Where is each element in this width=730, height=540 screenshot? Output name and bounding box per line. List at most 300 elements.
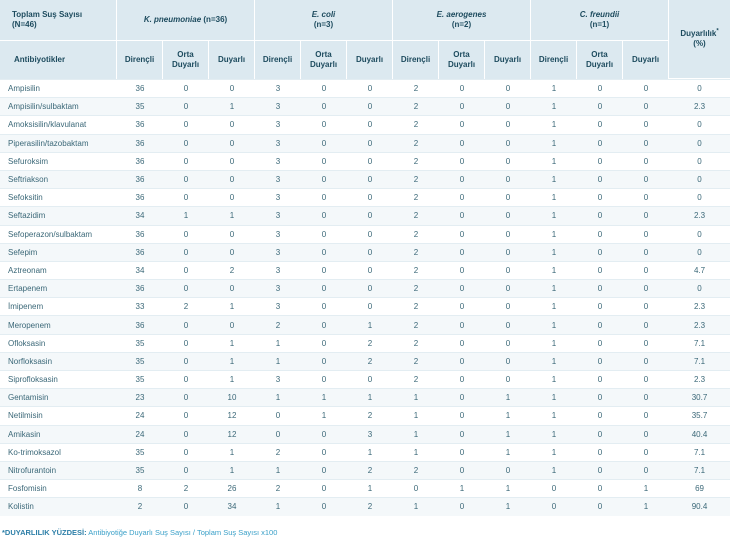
count-cell: 1 [531, 388, 577, 406]
count-cell: 1 [209, 352, 255, 370]
count-cell: 0 [577, 115, 623, 133]
total-strains-count: (N=46) [12, 20, 37, 29]
count-cell: 0 [577, 352, 623, 370]
count-cell: 0 [623, 188, 669, 206]
antibiotic-name: Amikasin [0, 425, 117, 443]
footnote [2, 528, 277, 537]
count-cell: 0 [623, 97, 669, 115]
subheader-intermediate-line2: Duyarlı [171, 60, 200, 69]
antibiotic-name: Siprofloksasin [0, 370, 117, 388]
count-cell: 1 [439, 479, 485, 497]
count-cell: 0 [209, 225, 255, 243]
count-cell: 24 [117, 406, 163, 424]
count-cell: 3 [255, 152, 301, 170]
count-cell: 0 [439, 79, 485, 97]
count-cell: 0 [577, 443, 623, 461]
count-cell: 1 [531, 443, 577, 461]
table-body [0, 79, 730, 516]
count-cell: 1 [531, 406, 577, 424]
count-cell: 0 [485, 115, 531, 133]
count-cell: 24 [117, 425, 163, 443]
count-cell: 1 [531, 315, 577, 333]
count-cell: 0 [623, 315, 669, 333]
species-header-eaerogenes [393, 0, 531, 41]
antibiotics-header: Antibiyotikler [0, 41, 117, 79]
count-cell: 1 [531, 170, 577, 188]
count-cell: 2 [393, 134, 439, 152]
count-cell: 0 [301, 97, 347, 115]
count-cell: 0 [623, 461, 669, 479]
count-cell: 36 [117, 79, 163, 97]
subheader-susceptible: Duyarlı [623, 41, 669, 79]
count-cell: 2 [393, 334, 439, 352]
sensitivity-label: Duyarlılık [680, 29, 717, 38]
count-cell: 0 [347, 370, 393, 388]
count-cell: 0 [301, 225, 347, 243]
count-cell: 12 [209, 406, 255, 424]
count-cell: 0 [531, 497, 577, 515]
count-cell: 0 [301, 243, 347, 261]
sensitivity-value: 0 [669, 243, 730, 261]
count-cell: 0 [163, 170, 209, 188]
count-cell: 0 [577, 388, 623, 406]
count-cell: 0 [163, 134, 209, 152]
species-header-ecoli [255, 0, 393, 41]
count-cell: 0 [577, 297, 623, 315]
count-cell: 0 [485, 279, 531, 297]
count-cell: 1 [209, 334, 255, 352]
count-cell: 0 [347, 152, 393, 170]
subheader-susceptible: Duyarlı [485, 41, 531, 79]
count-cell: 23 [117, 388, 163, 406]
count-cell: 0 [301, 261, 347, 279]
count-cell: 0 [439, 134, 485, 152]
count-cell: 0 [623, 206, 669, 224]
count-cell: 3 [255, 97, 301, 115]
count-cell: 0 [485, 261, 531, 279]
sensitivity-value: 35.7 [669, 406, 730, 424]
count-cell: 0 [577, 170, 623, 188]
sensitivity-value: 0 [669, 279, 730, 297]
count-cell: 2 [163, 479, 209, 497]
count-cell: 3 [255, 134, 301, 152]
count-cell: 0 [301, 443, 347, 461]
count-cell: 1 [531, 134, 577, 152]
count-cell: 0 [577, 479, 623, 497]
sensitivity-value: 2.3 [669, 297, 730, 315]
count-cell: 2 [255, 443, 301, 461]
count-cell: 0 [347, 206, 393, 224]
sensitivity-value: 7.1 [669, 443, 730, 461]
count-cell: 1 [531, 225, 577, 243]
count-cell: 2 [347, 497, 393, 515]
subheader-resistant: Dirençli [531, 41, 577, 79]
sensitivity-value: 0 [669, 79, 730, 97]
count-cell: 0 [439, 497, 485, 515]
species-count: (n=1) [589, 20, 610, 29]
count-cell: 0 [439, 297, 485, 315]
table-row [0, 479, 730, 497]
count-cell: 0 [301, 206, 347, 224]
table-row [0, 243, 730, 261]
count-cell: 1 [347, 388, 393, 406]
count-cell: 2 [393, 243, 439, 261]
count-cell: 1 [531, 461, 577, 479]
count-cell: 2 [393, 152, 439, 170]
count-cell: 0 [163, 79, 209, 97]
antibiotic-name: Nitrofurantoin [0, 461, 117, 479]
count-cell: 0 [347, 297, 393, 315]
count-cell: 0 [347, 170, 393, 188]
count-cell: 33 [117, 297, 163, 315]
count-cell: 0 [623, 443, 669, 461]
count-cell: 1 [531, 352, 577, 370]
count-cell: 0 [577, 206, 623, 224]
count-cell: 1 [531, 152, 577, 170]
subheader-resistant: Dirençli [117, 41, 163, 79]
count-cell: 1 [393, 388, 439, 406]
count-cell: 0 [485, 297, 531, 315]
count-cell: 34 [117, 206, 163, 224]
count-cell: 0 [163, 425, 209, 443]
count-cell: 0 [301, 152, 347, 170]
subheader-intermediate-line1: Orta [453, 50, 470, 59]
count-cell: 0 [439, 115, 485, 133]
count-cell: 0 [439, 152, 485, 170]
count-cell: 0 [577, 406, 623, 424]
count-cell: 0 [485, 134, 531, 152]
count-cell: 0 [255, 406, 301, 424]
count-cell: 3 [255, 370, 301, 388]
count-cell: 36 [117, 152, 163, 170]
count-cell: 0 [163, 497, 209, 515]
table-row [0, 225, 730, 243]
count-cell: 2 [347, 461, 393, 479]
count-cell: 34 [209, 497, 255, 515]
table-row [0, 206, 730, 224]
count-cell: 0 [439, 425, 485, 443]
count-cell: 2 [393, 225, 439, 243]
count-cell: 36 [117, 170, 163, 188]
antibiotic-name: Sefoksitin [0, 188, 117, 206]
count-cell: 0 [163, 188, 209, 206]
count-cell: 0 [623, 388, 669, 406]
count-cell: 0 [623, 297, 669, 315]
antibiotic-name: Fosfomisin [0, 479, 117, 497]
count-cell: 0 [301, 188, 347, 206]
count-cell: 1 [255, 388, 301, 406]
count-cell: 0 [623, 370, 669, 388]
count-cell: 0 [301, 279, 347, 297]
count-cell: 36 [117, 279, 163, 297]
count-cell: 0 [439, 279, 485, 297]
table-row [0, 279, 730, 297]
count-cell: 2 [393, 261, 439, 279]
count-cell: 0 [439, 261, 485, 279]
count-cell: 35 [117, 443, 163, 461]
count-cell: 0 [301, 479, 347, 497]
count-cell: 1 [209, 461, 255, 479]
antibiotic-name: Kolistin [0, 497, 117, 515]
count-cell: 26 [209, 479, 255, 497]
count-cell: 2 [393, 115, 439, 133]
count-cell: 0 [623, 170, 669, 188]
table-row [0, 115, 730, 133]
count-cell: 1 [485, 497, 531, 515]
table-row [0, 497, 730, 515]
subheader-intermediate-line1: Orta [177, 50, 194, 59]
subheader-intermediate-line2: Duyarlı [585, 60, 614, 69]
count-cell: 0 [623, 225, 669, 243]
count-cell: 2 [117, 497, 163, 515]
footnote-text: Antibiyotiğe Duyarlı Suş Sayısı / Toplam Suş Sayısı x100 [88, 528, 278, 537]
subheader-intermediate [577, 41, 623, 79]
count-cell: 1 [531, 243, 577, 261]
count-cell: 3 [255, 261, 301, 279]
count-cell: 3 [255, 79, 301, 97]
antibiotic-name: Ampisilin/sulbaktam [0, 97, 117, 115]
count-cell: 3 [255, 297, 301, 315]
table-row [0, 461, 730, 479]
count-cell: 1 [209, 206, 255, 224]
sensitivity-value: 2.3 [669, 370, 730, 388]
antibiotic-name: Piperasilin/tazobaktam [0, 134, 117, 152]
count-cell: 0 [347, 243, 393, 261]
count-cell: 0 [623, 243, 669, 261]
count-cell: 0 [577, 152, 623, 170]
count-cell: 0 [577, 370, 623, 388]
count-cell: 1 [531, 97, 577, 115]
count-cell: 0 [439, 188, 485, 206]
count-cell: 0 [301, 134, 347, 152]
count-cell: 0 [347, 97, 393, 115]
sensitivity-value: 40.4 [669, 425, 730, 443]
count-cell: 1 [209, 97, 255, 115]
sensitivity-header [669, 0, 730, 79]
count-cell: 1 [485, 425, 531, 443]
count-cell: 1 [347, 479, 393, 497]
count-cell: 0 [531, 479, 577, 497]
subheader-intermediate [301, 41, 347, 79]
count-cell: 2 [347, 352, 393, 370]
count-cell: 0 [209, 79, 255, 97]
count-cell: 0 [485, 334, 531, 352]
count-cell: 0 [163, 334, 209, 352]
sensitivity-value: 4.7 [669, 261, 730, 279]
count-cell: 0 [577, 315, 623, 333]
count-cell: 1 [531, 115, 577, 133]
count-cell: 3 [255, 170, 301, 188]
count-cell: 1 [531, 261, 577, 279]
species-name: C. freundii [579, 10, 620, 19]
count-cell: 2 [209, 261, 255, 279]
species-count: (n=36) [203, 15, 228, 24]
count-cell: 1 [531, 370, 577, 388]
count-cell: 36 [117, 243, 163, 261]
table-row [0, 315, 730, 333]
sensitivity-value: 7.1 [669, 334, 730, 352]
count-cell: 0 [163, 461, 209, 479]
count-cell: 0 [577, 261, 623, 279]
count-cell: 1 [623, 479, 669, 497]
count-cell: 35 [117, 370, 163, 388]
count-cell: 3 [255, 279, 301, 297]
count-cell: 1 [347, 443, 393, 461]
count-cell: 2 [255, 315, 301, 333]
count-cell: 0 [485, 97, 531, 115]
count-cell: 35 [117, 461, 163, 479]
table-row [0, 97, 730, 115]
count-cell: 1 [393, 425, 439, 443]
count-cell: 1 [485, 406, 531, 424]
count-cell: 0 [209, 279, 255, 297]
count-cell: 0 [577, 243, 623, 261]
count-cell: 2 [393, 370, 439, 388]
count-cell: 0 [577, 279, 623, 297]
species-name: K. pneumoniae [143, 15, 202, 24]
table-row [0, 297, 730, 315]
count-cell: 2 [393, 315, 439, 333]
count-cell: 1 [485, 388, 531, 406]
table-row [0, 261, 730, 279]
count-cell: 0 [577, 188, 623, 206]
count-cell: 0 [485, 170, 531, 188]
subheader-intermediate [163, 41, 209, 79]
subheader-susceptible: Duyarlı [209, 41, 255, 79]
count-cell: 0 [301, 334, 347, 352]
count-cell: 1 [393, 406, 439, 424]
count-cell: 3 [255, 115, 301, 133]
count-cell: 0 [209, 152, 255, 170]
count-cell: 0 [209, 134, 255, 152]
table-row [0, 79, 730, 97]
count-cell: 0 [439, 406, 485, 424]
count-cell: 0 [347, 261, 393, 279]
count-cell: 0 [577, 134, 623, 152]
count-cell: 2 [393, 279, 439, 297]
count-cell: 0 [439, 243, 485, 261]
count-cell: 0 [163, 279, 209, 297]
table-row [0, 388, 730, 406]
antibiotic-name: Netilmisin [0, 406, 117, 424]
count-cell: 1 [485, 443, 531, 461]
count-cell: 0 [485, 79, 531, 97]
count-cell: 0 [577, 425, 623, 443]
count-cell: 0 [163, 388, 209, 406]
count-cell: 3 [255, 206, 301, 224]
count-cell: 0 [439, 388, 485, 406]
count-cell: 1 [531, 188, 577, 206]
count-cell: 0 [577, 497, 623, 515]
count-cell: 0 [301, 370, 347, 388]
count-cell: 2 [393, 461, 439, 479]
count-cell: 0 [163, 261, 209, 279]
antibiotic-name: Sefoperazon/sulbaktam [0, 225, 117, 243]
antibiotic-name: Gentamisin [0, 388, 117, 406]
count-cell: 0 [209, 243, 255, 261]
count-cell: 36 [117, 225, 163, 243]
count-cell: 1 [301, 406, 347, 424]
subheader-susceptible: Duyarlı [347, 41, 393, 79]
count-cell: 1 [209, 370, 255, 388]
count-cell: 0 [301, 79, 347, 97]
count-cell: 0 [439, 352, 485, 370]
antibiotic-name: Meropenem [0, 315, 117, 333]
count-cell: 0 [255, 425, 301, 443]
sensitivity-unit: (%) [693, 39, 706, 48]
count-cell: 2 [347, 334, 393, 352]
subheader-intermediate-line1: Orta [315, 50, 332, 59]
antibiotic-name: Sefuroksim [0, 152, 117, 170]
count-cell: 0 [439, 370, 485, 388]
count-cell: 0 [163, 443, 209, 461]
subheader-resistant: Dirençli [255, 41, 301, 79]
count-cell: 0 [485, 152, 531, 170]
count-cell: 0 [439, 443, 485, 461]
count-cell: 0 [485, 243, 531, 261]
count-cell: 0 [577, 97, 623, 115]
count-cell: 0 [623, 352, 669, 370]
count-cell: 0 [163, 315, 209, 333]
count-cell: 0 [163, 352, 209, 370]
total-strains-label: Toplam Suş Sayısı [12, 10, 83, 19]
count-cell: 1 [255, 461, 301, 479]
count-cell: 0 [163, 243, 209, 261]
count-cell: 36 [117, 315, 163, 333]
count-cell: 0 [623, 425, 669, 443]
total-strains-header [0, 0, 117, 41]
sensitivity-value: 0 [669, 170, 730, 188]
table-row [0, 188, 730, 206]
antibiotic-name: Ofloksasin [0, 334, 117, 352]
table-row [0, 352, 730, 370]
count-cell: 3 [255, 188, 301, 206]
sensitivity-value: 0 [669, 225, 730, 243]
count-cell: 1 [531, 206, 577, 224]
count-cell: 0 [623, 152, 669, 170]
count-cell: 36 [117, 115, 163, 133]
antibiotic-name: Ertapenem [0, 279, 117, 297]
count-cell: 2 [393, 352, 439, 370]
count-cell: 10 [209, 388, 255, 406]
antibiotic-name: Sefepim [0, 243, 117, 261]
antibiotic-name: Aztreonam [0, 261, 117, 279]
count-cell: 0 [485, 461, 531, 479]
count-cell: 0 [347, 79, 393, 97]
species-name: E. coli [311, 10, 336, 19]
antibiotic-name: Ko-trimoksazol [0, 443, 117, 461]
count-cell: 2 [393, 79, 439, 97]
antibiotic-name: Norfloksasin [0, 352, 117, 370]
count-cell: 1 [301, 388, 347, 406]
count-cell: 2 [393, 170, 439, 188]
table-row [0, 152, 730, 170]
count-cell: 0 [439, 461, 485, 479]
count-cell: 1 [209, 443, 255, 461]
count-cell: 0 [301, 315, 347, 333]
sensitivity-value: 2.3 [669, 315, 730, 333]
count-cell: 3 [347, 425, 393, 443]
sensitivity-value: 7.1 [669, 352, 730, 370]
count-cell: 1 [255, 352, 301, 370]
antibiotic-name: Seftazidim [0, 206, 117, 224]
count-cell: 0 [485, 315, 531, 333]
count-cell: 0 [209, 170, 255, 188]
count-cell: 1 [163, 206, 209, 224]
count-cell: 0 [577, 79, 623, 97]
count-cell: 2 [255, 479, 301, 497]
sensitivity-value: 2.3 [669, 97, 730, 115]
